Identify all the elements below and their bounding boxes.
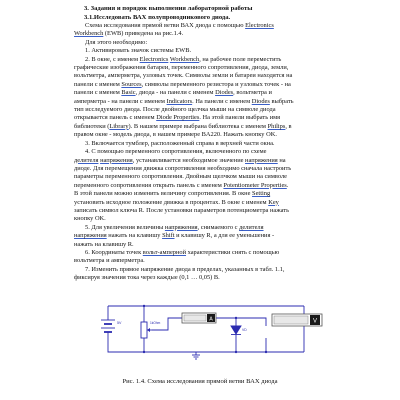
term: Workbench [74, 30, 104, 38]
voltmeter-label: V [312, 318, 318, 325]
paragraph-line: вольтметра, амперметра, узловых точек. Символы земли и батареи находятся на [74, 72, 293, 80]
term: Potentiometer Properties [223, 181, 287, 189]
circuit-diagram [96, 296, 332, 360]
paragraph-line: амперметра - на панели с именем Indicators. На панели с именем Diodes выбрать [74, 97, 294, 105]
body-text [74, 22, 336, 283]
list-item-2: 2. В окне, с именем Electronics Workbench, на рабочее поле переместить [85, 55, 282, 63]
ammeter-label: A [209, 316, 213, 323]
term: Shift [162, 232, 175, 240]
paragraph-line: записать символ ключа R. После установки параметров потенциометра нажать [74, 206, 290, 214]
resistor-label: 1kOhm [150, 321, 161, 325]
battery-icon [101, 320, 115, 332]
voltmeter-wire [236, 318, 266, 326]
term: Key [268, 198, 279, 206]
battery-label: 5V [117, 321, 122, 325]
term: напряжения [74, 232, 107, 240]
subsection-heading: 3.1.Исследовать ВАХ полупроводникового диода. [84, 14, 231, 21]
term: Electronics [245, 22, 274, 29]
diode-wire [216, 318, 236, 326]
term: Sources [121, 80, 142, 88]
paragraph-line: параметры переменного сопротивления. Двойным щелчком мыши на символе [74, 173, 287, 181]
list-item-4: 4. С помощью переменного сопротивления, включенного по схеме [85, 148, 267, 156]
term: Library [109, 122, 129, 130]
list-item-1: 1. Активировать значок системы EWB. [85, 47, 192, 55]
paragraph-line: графические изображения батареи, переменного сопротивления, диода, земли, [74, 64, 289, 72]
term: Electronics [139, 55, 169, 63]
paragraph-line: В этой панели можно изменить величину сопротивления. В окне Setting [74, 190, 271, 198]
term: Diode Properties [156, 114, 200, 122]
list-item-6: 6. Координаты точек вольт-амперной характеристики снять с помощью [85, 248, 280, 256]
diode-label: VD [242, 328, 247, 332]
term: Workbench [169, 55, 200, 63]
paragraph-line: фиксируя значения тока через каждые (0,1 … 0,05) В. [74, 274, 220, 282]
paragraph-line: напряжения нажать на клавишу Shift и клавишу R, а для ее уменьшения - [74, 232, 275, 240]
paragraph-line: вольтметра и амперметра. [74, 257, 145, 265]
term: вольт-амперной [142, 248, 187, 256]
section-heading: 3. Задания и порядок выполнения лабораторной работы [84, 5, 253, 12]
term: напряжения [100, 156, 133, 164]
term: Indicators [166, 97, 193, 105]
paragraph-line: Workbench (EWB) приведена на рис.1.4. [74, 30, 184, 38]
term: Basic [121, 89, 136, 97]
paragraph-line: установить исходное положение движка в процентах. В окне с именем Key [74, 198, 279, 206]
term: напряжения [164, 223, 198, 231]
list-item-3: 3. Включается тумблер, расположенный справа в верхней части окна. [85, 139, 275, 147]
node-dots [143, 305, 267, 353]
paragraph-line: панели с именем Basic, диода - на панели с именем Diodes, вольтметра и [74, 89, 272, 97]
term: Diodes [215, 89, 234, 97]
term: делителя [74, 156, 99, 164]
paragraph-line: открывается панель с именем Diode Properties. На этой панели выбрать имя [74, 114, 281, 122]
term: Diodes [251, 97, 270, 105]
diode-icon [231, 326, 241, 338]
term: делителя [239, 223, 264, 231]
paragraph-line: библиотеки (Library). В нашем примере выбрана библиотека с именем Philips, в [74, 122, 292, 130]
paragraph-line: правом окне - модель диода, в нашем примере BA220. Нажать кнопку OK. [74, 131, 277, 139]
paragraph-line: кнопку OK. [74, 215, 106, 223]
paragraph-line: делителя напряжения, устанавливается необходимое значение напряжения на [74, 156, 286, 164]
term: напряжения [245, 156, 278, 164]
paragraph-line: тип исследуемого диода. После двойного щелчка мыши на символе диода [74, 106, 276, 114]
term: Philips [267, 122, 286, 130]
paragraph-line: Для этого необходимо: [85, 38, 148, 46]
list-item-7: 7. Изменить прямое напряжение диода в пределах, указанных в табл. 1.1, [85, 265, 285, 273]
paragraph-line: Схема исследования прямой ветви ВАХ диода с помощью Electronics [85, 22, 274, 29]
bottom-wire [108, 332, 304, 352]
figure-caption: Рис. 1.4. Схема исследования прямой ветви ВАХ диода [122, 378, 278, 385]
paragraph-line: нажать на клавишу R. [74, 240, 134, 248]
paragraph-line: диоде. Для перемещения движка сопротивления необходимо сначала настроить [74, 164, 292, 172]
list-item-5: 5. Для увеличения величины напряжения, снимаемого с делителя [85, 223, 264, 231]
paragraph-line: переменного сопротивления открыть панель с именем Potentiometer Properties. [74, 181, 289, 189]
term: Setting [252, 190, 271, 198]
ground-icon [192, 352, 200, 359]
paragraph-line: панели с именем Sources, символы переменного резистора и узловых точек - на [74, 80, 291, 88]
